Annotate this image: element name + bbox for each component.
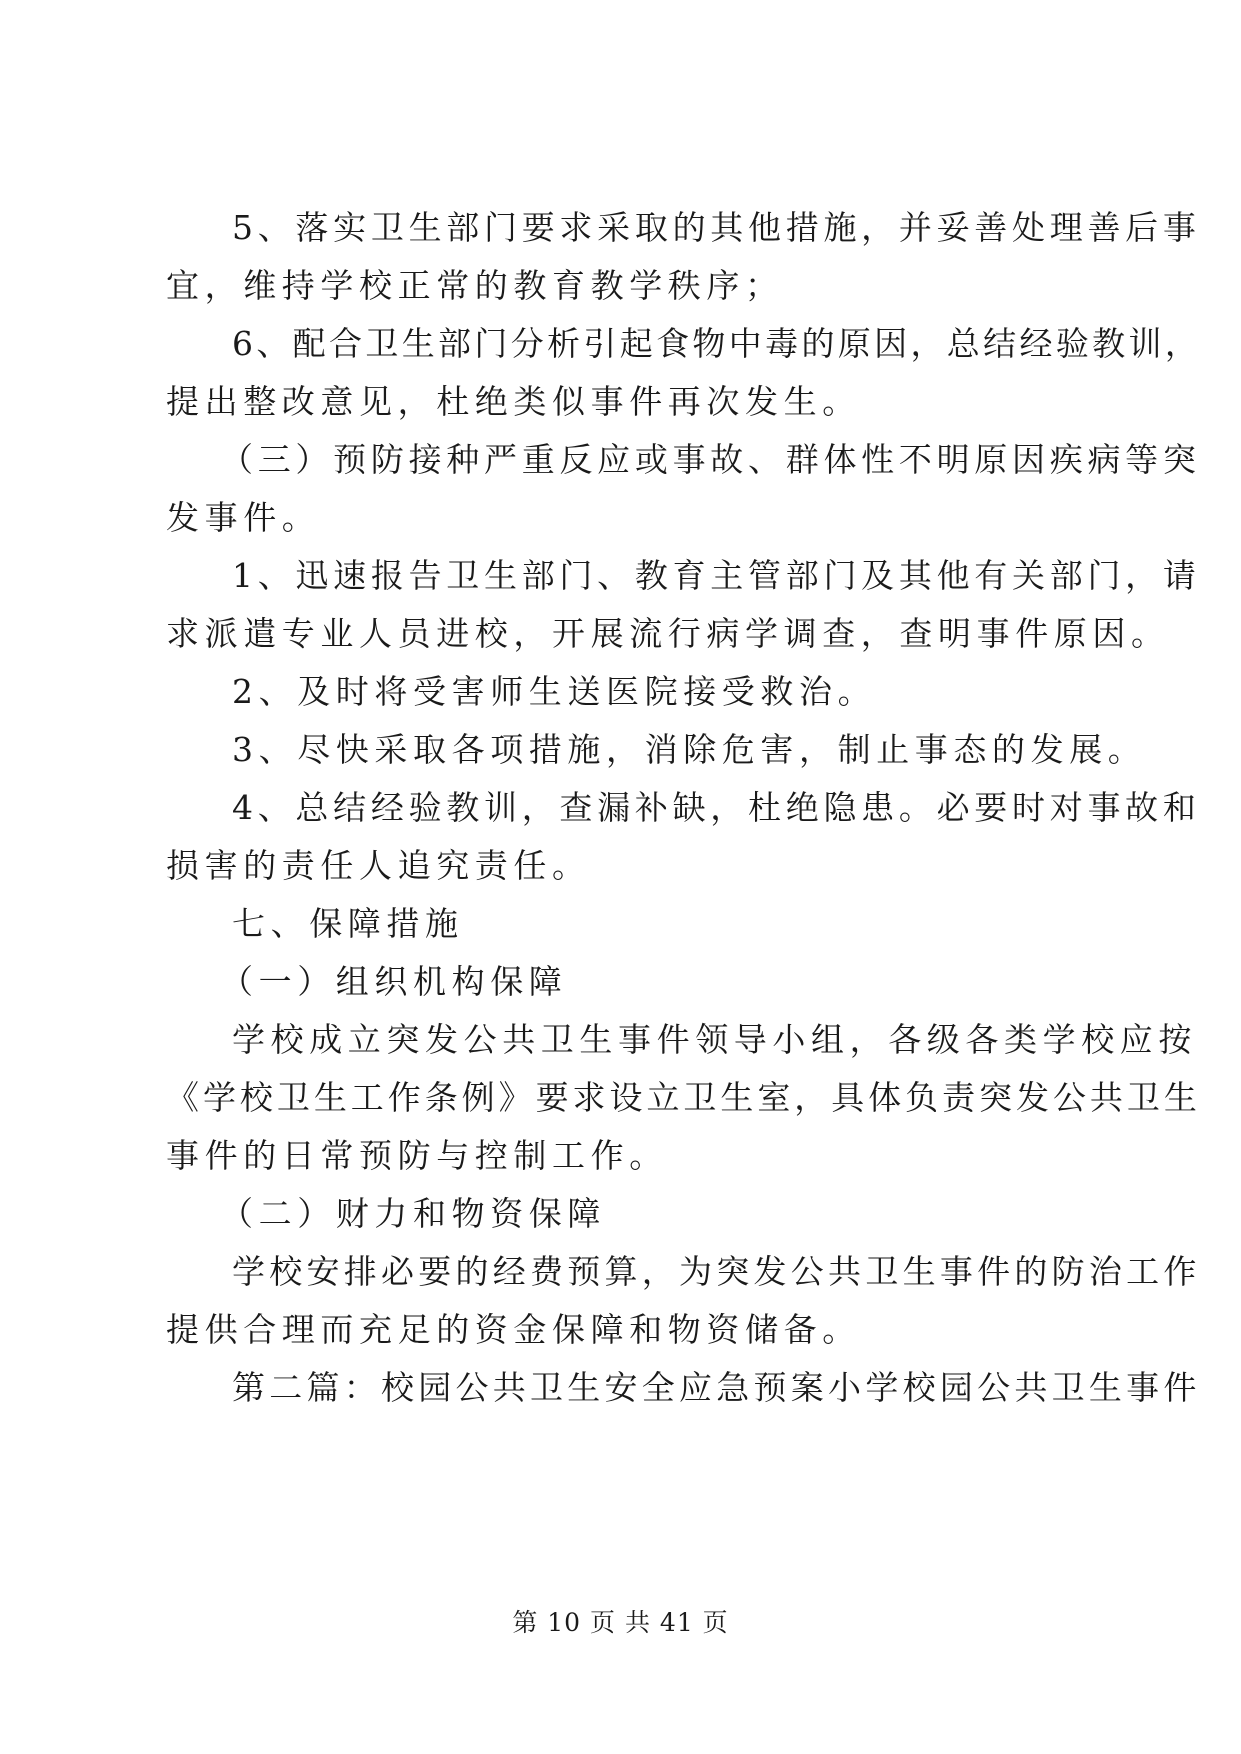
paragraph-line: 事件的日常预防与控制工作。	[166, 1136, 668, 1175]
paragraph-line: 2、及时将受害师生送医院接受救治。	[232, 672, 877, 711]
section-heading: （一）组织机构保障	[220, 962, 568, 1001]
paragraph-line: 宜，维持学校正常的教育教学秩序；	[166, 266, 784, 305]
paragraph-line: 损害的责任人追究责任。	[166, 846, 591, 885]
paragraph-line: 5、落实卫生部门要求采取的其他措施，并妥善处理善后事	[232, 208, 1201, 247]
paragraph-line: 学校安排必要的经费预算，为突发公共卫生事件的防治工作	[232, 1252, 1201, 1291]
section-heading: 七、保障措施	[232, 904, 464, 943]
section-heading: 发事件。	[166, 498, 321, 537]
paragraph-line: 提供合理而充足的资金保障和物资储备。	[166, 1310, 861, 1349]
paragraph-line: 4、总结经验教训，查漏补缺，杜绝隐患。必要时对事故和	[232, 788, 1201, 827]
paragraph-line: 1、迅速报告卫生部门、教育主管部门及其他有关部门，请	[232, 556, 1201, 595]
paragraph-line: 6、配合卫生部门分析引起食物中毒的原因，总结经验教训，	[232, 324, 1202, 363]
section-heading: （二）财力和物资保障	[220, 1194, 606, 1233]
paragraph-line: 学校成立突发公共卫生事件领导小组，各级各类学校应按	[232, 1020, 1197, 1059]
paragraph-line: 提出整改意见，杜绝类似事件再次发生。	[166, 382, 861, 421]
section-heading: （三）预防接种严重反应或事故、群体性不明原因疾病等突	[220, 440, 1201, 479]
chapter-heading: 第二篇：校园公共卫生安全应急预案小学校园公共卫生事件	[232, 1368, 1201, 1407]
paragraph-line: 《学校卫生工作条例》要求设立卫生室，具体负责突发公共卫生	[166, 1078, 1201, 1117]
page-number-footer: 第 10 页 共 41 页	[512, 1608, 729, 1637]
paragraph-line: 3、尽快采取各项措施，消除危害，制止事态的发展。	[232, 730, 1147, 769]
paragraph-line: 求派遣专业人员进校，开展流行病学调查，查明事件原因。	[166, 614, 1170, 653]
